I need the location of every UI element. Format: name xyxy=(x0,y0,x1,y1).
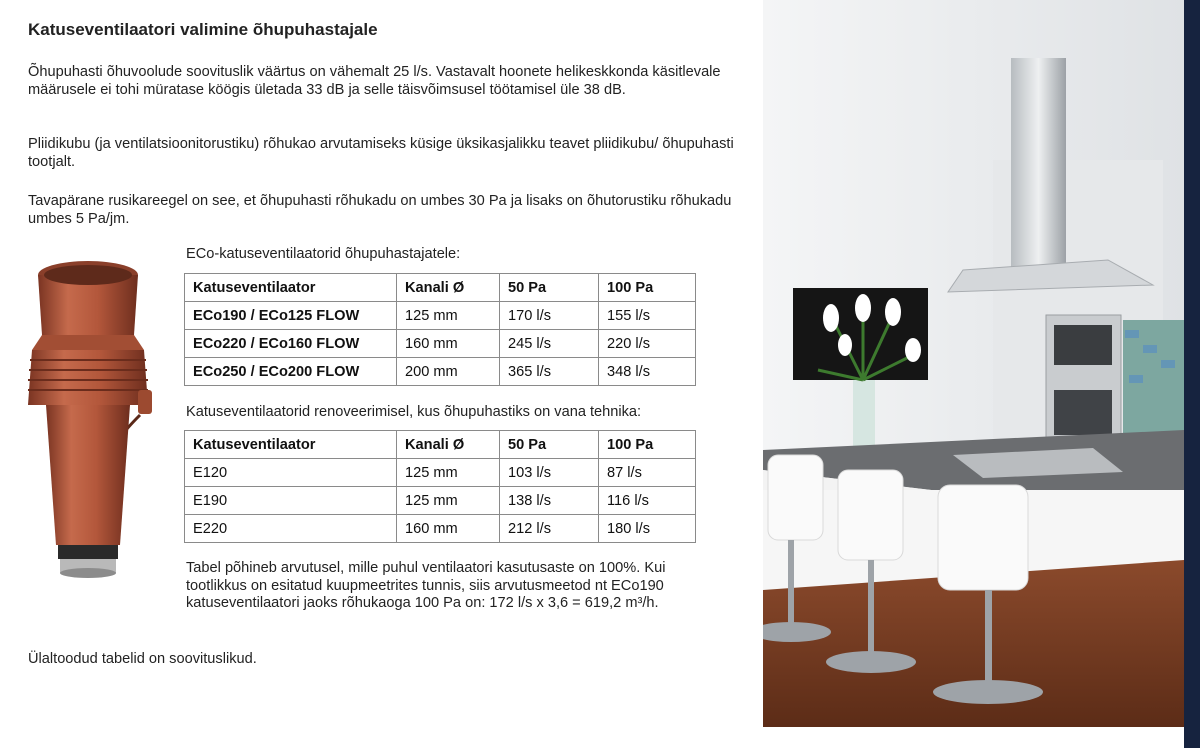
table-cell: 170 l/s xyxy=(500,302,599,330)
calculation-note: Tabel põhineb arvutusel, mille puhul ventilaatori kasutusaste on 100%. Kui tootlikkus on esitatud kuupmeetrites tunnis, siis arvutusmeetod nt ECo190 katuseventilaatori jaoks rõhukaoga 100 Pa on: 172 l/s x 3,6 = 619,2 m³/h. xyxy=(186,560,666,611)
eco-fan-table xyxy=(184,273,696,386)
table-cell: 200 mm xyxy=(397,358,500,386)
table-cell: 212 l/s xyxy=(500,515,599,543)
table-row xyxy=(185,515,696,543)
table-row xyxy=(185,459,696,487)
table1-caption: ECo-katuseventilaatorid õhupuhastajatele: xyxy=(186,246,461,262)
header-cell: Kanali Ø xyxy=(397,274,500,302)
table-cell: 180 l/s xyxy=(599,515,696,543)
table-cell: 160 mm xyxy=(397,515,500,543)
table-cell: 125 mm xyxy=(397,302,500,330)
table-row xyxy=(185,487,696,515)
table-cell: E190 xyxy=(185,487,397,515)
page-title: Katuseventilaatori valimine õhupuhastajale xyxy=(28,20,378,39)
table-cell: ECo250 / ECo200 FLOW xyxy=(185,358,397,386)
table-header-row xyxy=(185,431,696,459)
table-cell: 116 l/s xyxy=(599,487,696,515)
table-header-row xyxy=(185,274,696,302)
table-cell: E120 xyxy=(185,459,397,487)
roof-fan-product-image xyxy=(20,255,170,585)
header-cell: 50 Pa xyxy=(500,274,599,302)
rule-of-thumb-paragraph: Tavapärane rusikareegel on see, et õhupuhasti rõhukadu on umbes 30 Pa ja lisaks on õhutorustiku rõhukadu umbes 5 Pa/jm. xyxy=(28,193,732,227)
pressure-info-paragraph: Pliidikubu (ja ventilatsioonitorustiku) rõhukao arvutamiseks küsige üksikasjalikku teavet pliidikubu/ õhupuhasti tootjalt. xyxy=(28,136,734,170)
header-cell: 100 Pa xyxy=(599,274,696,302)
table-cell: ECo190 / ECo125 FLOW xyxy=(185,302,397,330)
table-cell: 125 mm xyxy=(397,487,500,515)
header-cell: Katuseventilaator xyxy=(185,431,397,459)
header-cell: Kanali Ø xyxy=(397,431,500,459)
table-row xyxy=(185,330,696,358)
table-row xyxy=(185,302,696,330)
table-cell: ECo220 / ECo160 FLOW xyxy=(185,330,397,358)
table2-caption: Katuseventilaatorid renoveerimisel, kus õhupuhastiks on vana tehnika: xyxy=(186,404,642,420)
renovation-fan-table xyxy=(184,430,696,543)
header-cell: 100 Pa xyxy=(599,431,696,459)
table-cell: 245 l/s xyxy=(500,330,599,358)
header-cell: Katuseventilaator xyxy=(185,274,397,302)
navy-side-strip xyxy=(1184,0,1200,748)
table-cell: 87 l/s xyxy=(599,459,696,487)
table-cell: 125 mm xyxy=(397,459,500,487)
table-cell: E220 xyxy=(185,515,397,543)
table-cell: 220 l/s xyxy=(599,330,696,358)
header-cell: 50 Pa xyxy=(500,431,599,459)
table-row xyxy=(185,358,696,386)
table-cell: 155 l/s xyxy=(599,302,696,330)
airflow-paragraph: Õhupuhasti õhuvoolude soovituslik väärtus on vähemalt 25 l/s. Vastavalt hoonete helikeskkonda käsitlevale määrusele ei tohi müratase köögis ületada 33 dB ja selle täisvõimsusel töötamisel üle 38 dB. xyxy=(28,64,721,98)
kitchen-photo xyxy=(763,0,1184,727)
footer-note: Ülaltoodud tabelid on soovituslikud. xyxy=(28,651,257,667)
table-cell: 138 l/s xyxy=(500,487,599,515)
table-cell: 348 l/s xyxy=(599,358,696,386)
table-cell: 103 l/s xyxy=(500,459,599,487)
table-cell: 160 mm xyxy=(397,330,500,358)
table-cell: 365 l/s xyxy=(500,358,599,386)
